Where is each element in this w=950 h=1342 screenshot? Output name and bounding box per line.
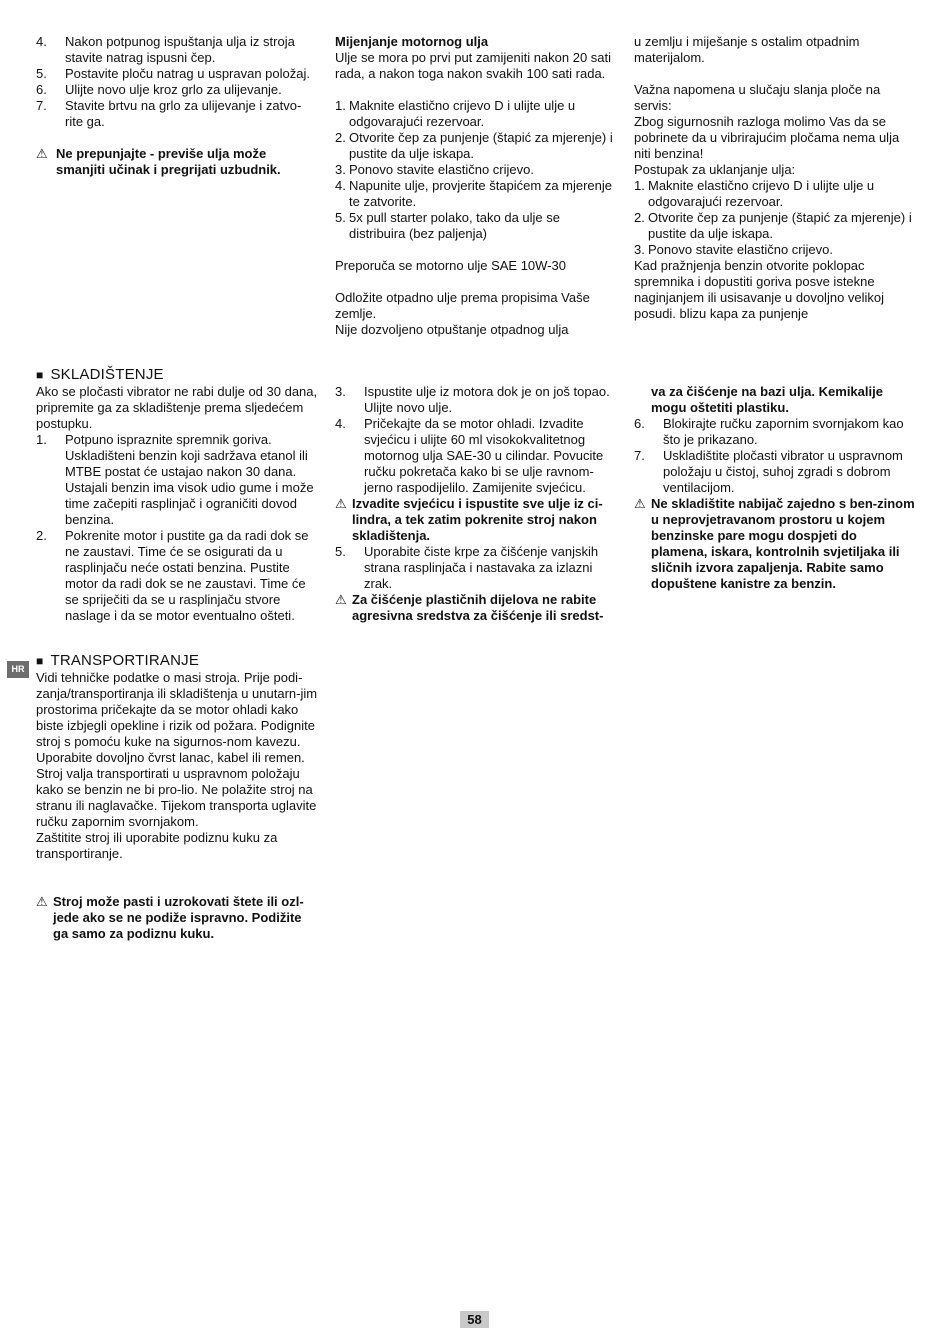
- storage-middle-column: [335, 384, 617, 624]
- list-item: 3. Ispustite ulje iz motora dok je on još topao. Ulijte novo ulje.: [335, 384, 610, 415]
- list-item: 2. Otvorite čep za punjenje (štapić za mjerenje) i pustite da ulje iskapa.: [634, 210, 912, 241]
- paragraph: Zaštitite stroj ili uporabite podiznu kuku za transportiranje.: [36, 830, 278, 861]
- list-item: 6. Ulijte novo ulje kroz grlo za ulijevanje.: [36, 82, 282, 97]
- list-item: 4. Nakon potpunog ispuštanja ulja iz stroja stavite natrag ispusni čep.: [36, 34, 295, 65]
- top-middle-column: [335, 34, 617, 338]
- top-right-column: [634, 34, 916, 322]
- square-bullet-icon: ■: [36, 368, 44, 382]
- warning-icon: ⚠: [634, 496, 646, 511]
- list-item: 6. Blokirajte ručku zapornim svornjakom kao što je prikazano.: [634, 416, 904, 447]
- paragraph: va za čišćenje na bazi ulja. Kemikalije mogu oštetiti plastiku.: [651, 384, 883, 415]
- list-item: 7. Uskladištite pločasti vibrator u uspravnom položaju u čistoj, suhoj zgradi s dobrom ventilacijom.: [634, 448, 903, 495]
- list-item: 1. Maknite elastično crijevo D i ulijte ulje u odgovarajući rezervoar.: [634, 178, 875, 209]
- list-item: 7. Stavite brtvu na grlo za ulijevanje i zatvo-rite ga.: [36, 98, 302, 129]
- paragraph: Vidi tehničke podatke o masi stroja. Prije podi-zanja/transportiranja ili skladištenja u unutarn-jim prostorima pričekajte da se motor ohladi kako biste izbjegli opekline i rizik od požara. Podignite stroj s pomoću kuke na sigurnos-nom kavezu. Uporabite dovoljno čvrst lanac, kabel ili remen. Stroj valja transportirati u uspravnom položaju kako se benzin ne bi pro-lio. Ne polažite stroj na stranu ili naglavačke. Tijekom transporta uglavite ručku zapornim svornjakom.: [36, 670, 318, 829]
- page-number: 58: [460, 1311, 489, 1328]
- list-item: 1. Potpuno ispraznite spremnik goriva. Uskladišteni benzin koji sadržava etanol ili MTBE postat će ustajao nakon 30 dana. Ustajali benzin ima visok udio gume i može time začepiti rasplinjač i ograničiti dovod benzina.: [36, 432, 314, 527]
- section-heading: ■ TRANSPORTIRANJE: [36, 652, 200, 669]
- paragraph: Kad pražnjenja benzin otvorite poklopac spremnika i dopustiti goriva posve istekne naginjanjem ili usisavanje u dovoljno velikoj posudi. blizu kapa za punjenje: [634, 258, 885, 321]
- list-item: 3. Ponovo stavite elastično crijevo.: [634, 242, 833, 257]
- warning-icon: ⚠: [335, 496, 347, 511]
- storage-left-column: [36, 366, 318, 624]
- warning-icon: ⚠: [36, 894, 48, 909]
- list-item: 3. Ponovo stavite elastično crijevo.: [335, 162, 534, 177]
- list-item: 4. Pričekajte da se motor ohladi. Izvadite svjećicu i ulijte 60 ml visokokvalitetnog motornog ulja SAE-30 u cilindar. Povucite ručku pokretača kako bi se ulje ravnom-jerno raspodijelilo. Zamijenite svjećicu.: [335, 416, 604, 495]
- list-item: 5. Postavite ploču natrag u uspravan položaj.: [36, 66, 310, 81]
- list-item: 1. Maknite elastično crijevo D i ulijte ulje u odgovarajući rezervoar.: [335, 98, 576, 129]
- list-item: 5. Uporabite čiste krpe za čišćenje vanjskih strana rasplinjača i nastavaka za izlazni zrak.: [335, 544, 599, 591]
- warning-spark-plug: ⚠ Izvadite svjećicu i ispustite sve ulje iz ci-lindra, a tek zatim pokrenite stroj nakon skladištenja.: [335, 496, 603, 543]
- list-item: 2. Pokrenite motor i pustite ga da radi dok se ne zaustavi. Time će se osigurati da u rasplinjaču neće ostati benzina. Pustite motor da radi dok se ne zaustavi. Time će se spriječiti da se u rasplinjaču stvore naslage i da se motor eventualno ošteti.: [36, 528, 309, 623]
- warning-plastic-cleaning: ⚠ Za čišćenje plastičnih dijelova ne rabite agresivna sredstva za čišćenje ili sredst-: [335, 592, 604, 623]
- warning-fuel-storage: ⚠ Ne skladištite nabijač zajedno s ben-zinom u neprovjetravanom prostoru u kojem benzinske pare mogu dospjeti do plamena, iskara, kontrolnih svjetiljaka ili sličnih izvora zapaljenja. Rabite samo dopuštene kanistre za benzin.: [634, 496, 915, 591]
- list-item: 5. 5x pull starter polako, tako da ulje se distribuira (bez paljenja): [335, 210, 561, 241]
- list-item: 2. Otvorite čep za punjenje (štapić za mjerenje) i pustite da ulje iskapa.: [335, 130, 613, 161]
- paragraph: Zbog sigurnosnih razloga molimo Vas da se pobrinete da u vibrirajućim pločama nema ulja niti benzina!: [634, 114, 900, 161]
- top-left-column: [36, 34, 316, 178]
- paragraph: Ako se pločasti vibrator ne rabi dulje od 30 dana, pripremite ga za skladištenje prema sljedećem postupku.: [36, 384, 318, 431]
- paragraph: Nije dozvoljeno otpuštanje otpadnog ulja: [335, 322, 569, 337]
- language-tab: HR: [7, 661, 29, 678]
- paragraph: Važna napomena u slučaju slanja ploče na servis:: [634, 82, 881, 113]
- paragraph: Odložite otpadno ulje prema propisima Vaše zemlje.: [335, 290, 590, 321]
- paragraph: u zemlju i miješanje s ostalim otpadnim materijalom.: [634, 34, 860, 65]
- section-title: Mijenjanje motornog ulja: [335, 34, 489, 49]
- paragraph: Ulje se mora po prvi put zamijeniti nakon 20 sati rada, a nakon toga nakon svakih 100 sati rada.: [335, 50, 612, 81]
- warning-icon: ⚠: [335, 592, 347, 607]
- paragraph: Preporuča se motorno ulje SAE 10W-30: [335, 258, 566, 273]
- storage-right-column: [634, 384, 916, 592]
- list-item: 4. Napunite ulje, provjerite štapićem za mjerenje te zatvorite.: [335, 178, 613, 209]
- warning-overfill: ⚠ Ne prepunjajte - previše ulja može smanjiti učinak i pregrijati uzbudnik.: [36, 146, 281, 177]
- paragraph: Postupak za uklanjanje ulja:: [634, 162, 796, 177]
- section-heading: ■ SKLADIŠTENJE: [36, 366, 164, 383]
- warning-icon: ⚠: [36, 146, 48, 161]
- warning-lifting: ⚠ Stroj može pasti i uzrokovati štete ili ozl-jede ako se ne podiže ispravno. Podižite ga samo za podiznu kuku.: [36, 894, 304, 941]
- transport-column: [36, 652, 318, 942]
- square-bullet-icon: ■: [36, 654, 44, 668]
